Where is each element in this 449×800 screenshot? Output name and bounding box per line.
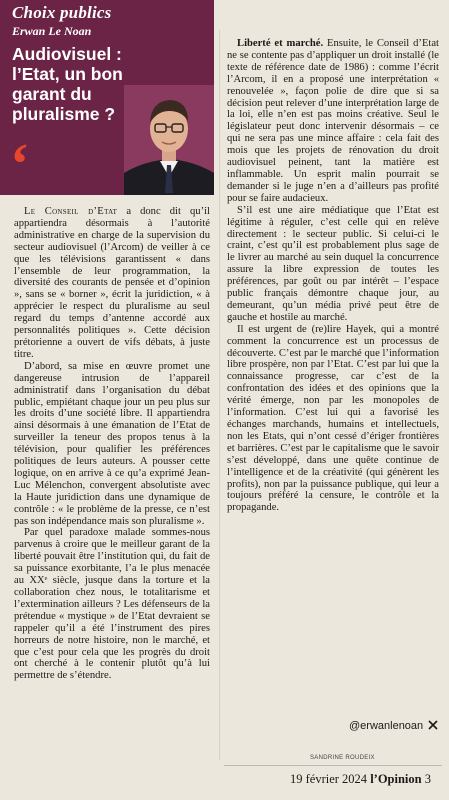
- author-name: Erwan Le Noan: [12, 24, 92, 38]
- page-number: 3: [424, 772, 431, 786]
- twitter-handle-text: @erwanlenoan: [349, 720, 424, 732]
- paragraph: [14, 206, 210, 361]
- footer-brand: l’Opinion: [370, 772, 422, 786]
- rubric-title: Choix publics: [12, 3, 112, 22]
- footer-date: 19 février 2024: [290, 772, 368, 786]
- article-column-1: [14, 206, 210, 682]
- illustration-credit: SANDRINE ROUDEIX: [310, 755, 375, 761]
- page-footer: [290, 772, 431, 787]
- headline: Audiovisuel : l’Etat, un bon garant du pluralisme ?: [12, 44, 123, 124]
- paragraph: D’abord, sa mise en œuvre promet une dangereuse intrusion de l’appareil administratif dans l’organisation du débat public, empiétant chaque jour un peu plus sur les droits d’une société libre. Il appartiendra ainsi désormais à une émanation de l’Etat de surveiller la teneur des propos tenus à la télévision, pour qualifier les préférences politiques de leurs auteurs. A pousser cette logique, on en arrive à ce qu’a exprimé Jean-Luc Mélenchon, convergent absolutiste avec la Haute juridiction dans une dynamique de contrôle : « le problème de la presse, ce n’est pas son indépendance mais son pluralisme ».: [14, 360, 210, 527]
- x-logo-icon: [428, 720, 438, 730]
- column-divider: [219, 30, 220, 760]
- author-portrait: [124, 85, 214, 195]
- quote-mark-icon: ‘: [10, 131, 30, 196]
- subhead: Liberté et marché.: [237, 38, 324, 49]
- paragraph-text: Ensuite, le Conseil d’Etat ne se contente pas d’appliquer un droit installé (le texte de référence date de 1986) : comme l’écrit l’Arcom, il en a proposé une interprétation « renouvelée », façon polie de dire que si sa décision peut relever d’une interprétation large de la loi, elle n’en est pas moins créative. Seul le législateur peut donc intervenir désormais – ce qui ne sera pas une mince affaire : cela fait des mois que les projets de rénovation du droit audiovisuel peinent, tant la matière est inflammable. Un esprit malin pourrait se demander si le juge n’en a d’ailleurs pas profité pour se faire audacieux.: [227, 38, 440, 204]
- paragraph: Par quel paradoxe malade sommes-nous parvenus à croire que le meilleur garant de la liberté pouvait être l’institution qui, du fait de sa puissance exorbitante, l’a le plus menacée au XXᵉ siècle, jusque dans la torture et la collaboration chez nous, le totalitarisme et l’extermination ailleurs ? Les défenseurs de la prétendue « mystique » de l’Etat devraient se rappeler qu’il a été l’instrument des pires horreurs de notre histoire, non le marché, et que c’est pour cela que les progrès du droit ont cherché à le contenir plutôt qu’à lui permettre de s’étendre.: [14, 527, 210, 682]
- paragraph: S’il est une aire médiatique que l’Etat est légitime à réguler, c’est celle qui en relève directement : le secteur public. Si celui-ci le craint, c’est qu’il est probablement plus sage de le livrer au marché au sein duquel la concurrence assure la libre expression de toutes les préférences, par goût ou par intérêt – l’espace public français démontre chaque jour, au demeurant, qu’un média privé peut être de gauche et hostile au marché.: [227, 204, 439, 323]
- paragraph-text: a donc dit qu’il appartiendra désormais à l’autorité administrative en charge de la supervision du secteur audiovisuel (l’Arcom) de veiller à ce que les télévisions garantissent « dans l’ensemble de leur programmation, la diversité des courants de pensée et d’opinion », sans se « borner », écrit la juridiction, « à apprécier le respect du pluralisme au seul regard du temps d’antenne accordé aux personnalités politiques ». Cette décision prétorienne a ouvert de vifs débats, à juste titre.: [14, 206, 210, 360]
- twitter-handle[interactable]: [349, 720, 438, 732]
- lead-caps: Le Conseil d’Etat: [24, 206, 118, 217]
- footer-divider: [224, 765, 442, 766]
- column-header: [0, 0, 214, 195]
- paragraph: [227, 38, 439, 205]
- article-column-2: [227, 38, 439, 514]
- paragraph: Il est urgent de (re)lire Hayek, qui a montré comment la concurrence est un processus de découverte. C’est par le marché que l’information libre prospère, non par l’Etat. C’est par lui que la connaissance progresse, car c’est de la confrontation des idées et des opinions que la vérité émerge, non par les monopoles de l’information. C’est lui qui a favorisé les échanges marchands, humains et intellectuels, non les Etats, qui n’ont cessé d’ériger frontières et barrières. C’est par le capitalisme que le savoir s’est développé, dans une quête continue de l’intelligence et de la créativité (qui génèrent les profits), non par la puissance publique, qui leur a toujours préféré la censure, le contrôle et la propagande.: [227, 323, 439, 514]
